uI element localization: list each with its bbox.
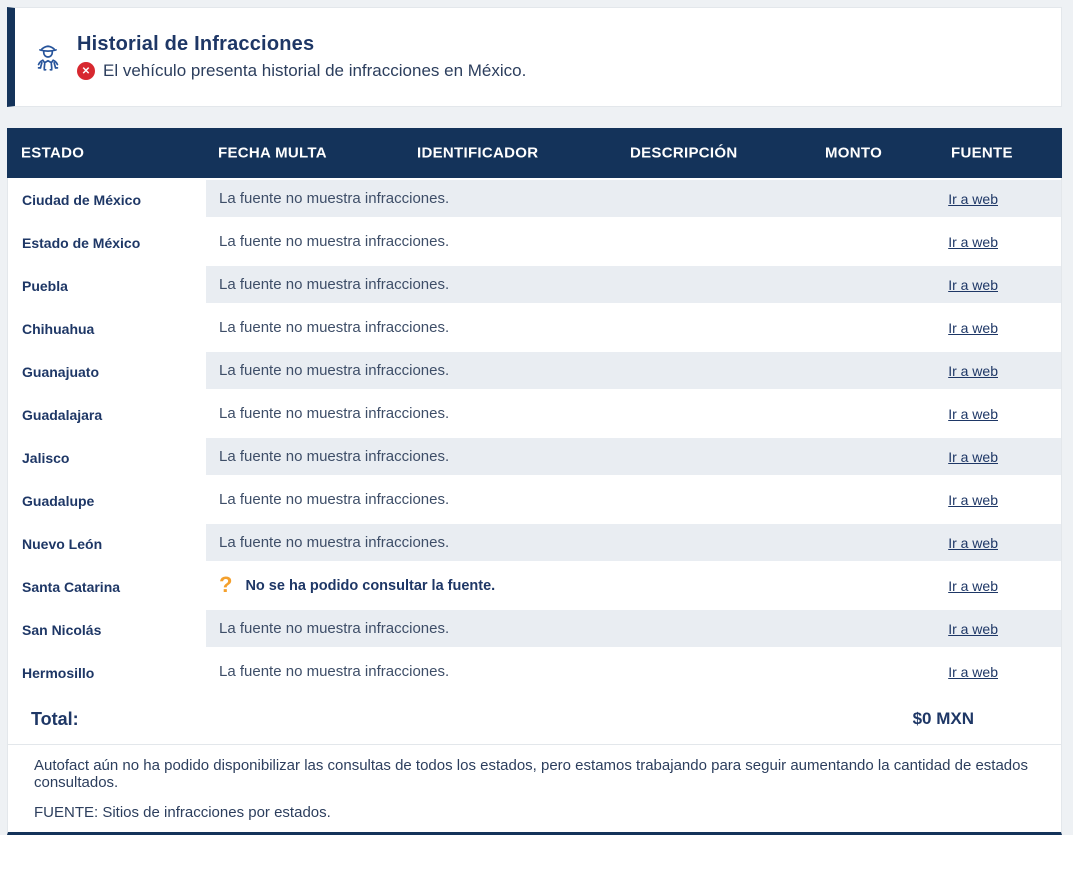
ir-a-web-link[interactable]: Ir a web (948, 319, 998, 336)
status-line (77, 61, 526, 81)
ir-a-web-link[interactable]: Ir a web (948, 663, 998, 680)
row-message: La fuente no muestra infracciones. (219, 491, 450, 508)
ir-a-web-link[interactable]: Ir a web (948, 190, 998, 207)
state-name: Hermosillo (8, 651, 206, 694)
state-name: Chihuahua (8, 307, 206, 350)
row-result-band (206, 266, 1061, 303)
column-header-fecha-multa: FECHA MULTA (218, 144, 327, 162)
ir-a-web-link[interactable]: Ir a web (948, 362, 998, 379)
ir-a-web-link[interactable]: Ir a web (948, 534, 998, 551)
source-note: FUENTE: Sitios de infracciones por estados. (34, 804, 331, 821)
state-name: Jalisco (8, 436, 206, 479)
row-message: La fuente no muestra infracciones. (219, 276, 450, 293)
ir-a-web-link[interactable]: Ir a web (948, 405, 998, 422)
table-row (8, 221, 1061, 264)
row-result-band (206, 610, 1061, 647)
table-row (8, 479, 1061, 522)
police-officer-icon (31, 40, 65, 74)
coverage-note: Autofact aún no ha podido disponibilizar las consultas de todos los estados, pero estamos trabajando para seguir aumentando la cantidad de estados consultados. (34, 757, 1028, 791)
column-header-monto: MONTO (825, 144, 883, 162)
table-body (7, 178, 1062, 694)
row-result-band (206, 438, 1061, 475)
column-header-descripci-n: DESCRIPCIÓN (630, 144, 738, 162)
row-message: La fuente no muestra infracciones. (219, 405, 450, 422)
table-header-row (7, 128, 1062, 178)
page-title: Historial de Infracciones (77, 33, 315, 55)
status-message: El vehículo presenta historial de infracciones en México. (103, 61, 527, 80)
table-row (8, 393, 1061, 436)
footer-card (7, 744, 1062, 835)
row-result-band (206, 309, 1061, 346)
row-result-band (206, 180, 1061, 217)
column-header-estado: ESTADO (21, 144, 85, 162)
row-result-band (206, 481, 1061, 518)
ir-a-web-link[interactable]: Ir a web (948, 491, 998, 508)
table-row (8, 651, 1061, 694)
state-name: Estado de México (8, 221, 206, 264)
ir-a-web-link[interactable]: Ir a web (948, 620, 998, 637)
row-result-band (206, 352, 1061, 389)
ir-a-web-link[interactable]: Ir a web (948, 577, 998, 594)
state-name: Puebla (8, 264, 206, 307)
state-name: Nuevo León (8, 522, 206, 565)
section-header-card (7, 7, 1062, 107)
state-name: Santa Catarina (8, 565, 206, 608)
table-total-section (7, 694, 1062, 744)
spacer (7, 107, 1062, 128)
total-label: Total: (31, 708, 79, 729)
error-icon: ✕ (77, 62, 95, 80)
row-message: La fuente no muestra infracciones. (219, 448, 450, 465)
row-message: La fuente no muestra infracciones. (219, 620, 450, 637)
row-message: La fuente no muestra infracciones. (219, 663, 450, 680)
row-message: La fuente no muestra infracciones. (219, 319, 450, 336)
table-row (8, 307, 1061, 350)
row-result-band (206, 567, 1061, 604)
row-message: No se ha podido consultar la fuente. (245, 577, 496, 594)
ir-a-web-link[interactable]: Ir a web (948, 276, 998, 293)
table-row (8, 565, 1061, 608)
row-result-band (206, 395, 1061, 432)
row-message: La fuente no muestra infracciones. (219, 233, 450, 250)
column-header-identificador: IDENTIFICADOR (417, 144, 539, 162)
question-mark-icon: ? (219, 571, 233, 597)
state-name: Guadalajara (8, 393, 206, 436)
table-row (8, 264, 1061, 307)
state-name: San Nicolás (8, 608, 206, 651)
state-name: Guanajuato (8, 350, 206, 393)
table-row (8, 522, 1061, 565)
state-name: Guadalupe (8, 479, 206, 522)
table-row (8, 608, 1061, 651)
row-message: La fuente no muestra infracciones. (219, 534, 450, 551)
total-row (8, 694, 1061, 744)
total-amount: $0 MXN (912, 709, 974, 728)
header-text-block (77, 33, 526, 81)
table-row (8, 350, 1061, 393)
ir-a-web-link[interactable]: Ir a web (948, 233, 998, 250)
row-result-band (206, 223, 1061, 260)
table-row (8, 436, 1061, 479)
row-result-band (206, 653, 1061, 690)
state-name: Ciudad de México (8, 178, 206, 221)
table-row (8, 178, 1061, 221)
column-header-fuente: FUENTE (951, 144, 1013, 162)
row-message: La fuente no muestra infracciones. (219, 362, 450, 379)
row-message: La fuente no muestra infracciones. (219, 190, 450, 207)
row-result-band (206, 524, 1061, 561)
ir-a-web-link[interactable]: Ir a web (948, 448, 998, 465)
